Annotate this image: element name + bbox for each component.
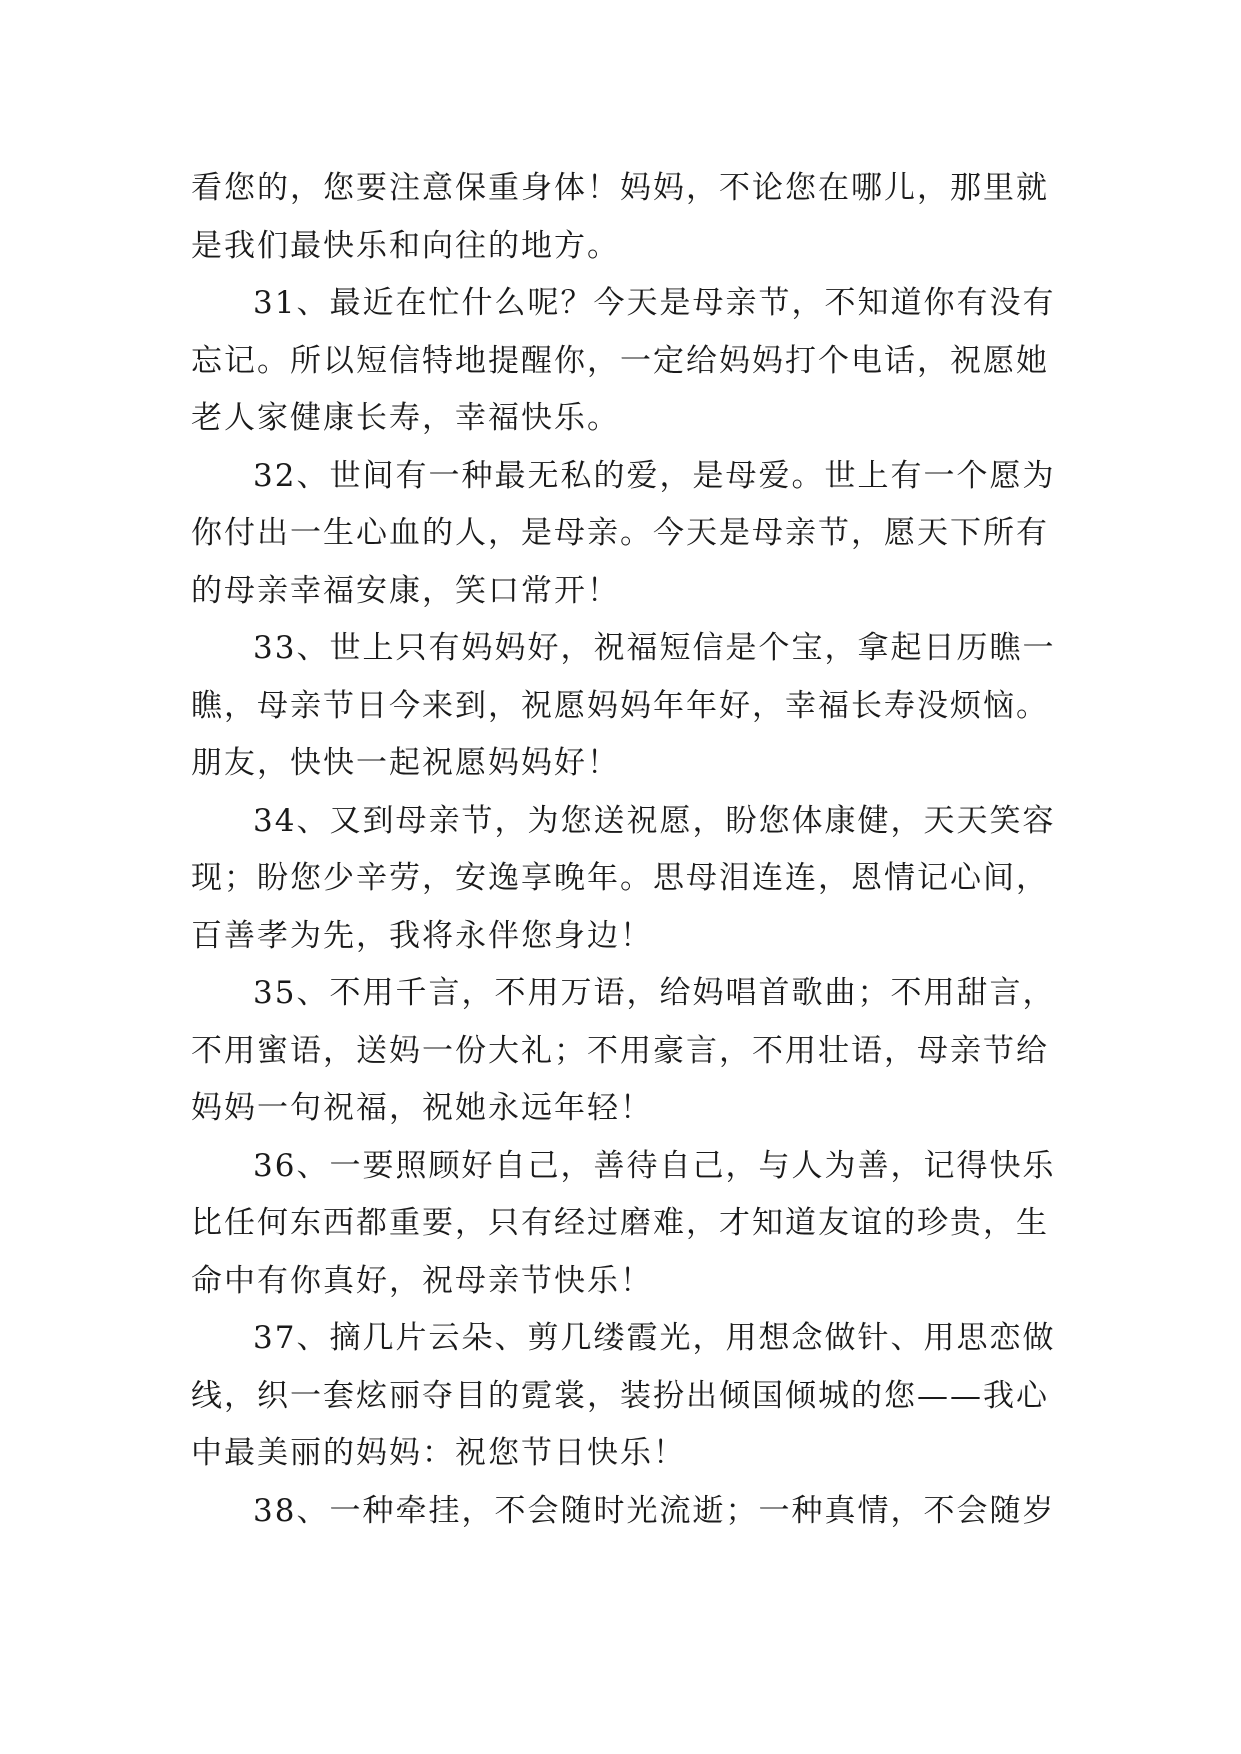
text-line: 比任何东西都重要，只有经过磨难，才知道友谊的珍贵，生 [191, 1205, 1049, 1241]
text-line: 的母亲幸福安康，笑口常开！ [191, 572, 620, 609]
text-line: 百善孝为先，我将永伴您身边！ [191, 917, 653, 954]
text-line: 瞧，母亲节日今来到，祝愿妈妈年年好，幸福长寿没烦恼。 [191, 687, 1049, 724]
text-line: 看您的，您要注意保重身体！妈妈，不论您在哪儿，那里就 [191, 170, 1049, 206]
paragraph-first-line: 34、又到母亲节，为您送祝愿，盼您体康健，天天笑容 [253, 802, 1056, 839]
paragraph-first-line: 38、一种牵挂，不会随时光流逝；一种真情，不会随岁 [253, 1492, 1056, 1529]
text-line: 妈妈一句祝福，祝她永远年轻！ [191, 1090, 653, 1126]
text-line: 是我们最快乐和向往的地方。 [191, 227, 620, 264]
paragraph-first-line: 37、摘几片云朵、剪几缕霞光，用想念做针、用思恋做 [253, 1320, 1056, 1356]
document-body [191, 160, 1066, 1540]
text-line: 命中有你真好，祝母亲节快乐！ [191, 1262, 653, 1299]
paragraph-first-line: 32、世间有一种最无私的爱，是母爱。世上有一个愿为 [253, 457, 1056, 494]
paragraph-first-line: 33、世上只有妈妈好，祝福短信是个宝，拿起日历瞧一 [253, 630, 1056, 666]
text-line: 现；盼您少辛劳，安逸享晚年。思母泪连连，恩情记心间， [191, 860, 1049, 896]
text-line: 老人家健康长寿，幸福快乐。 [191, 400, 620, 436]
paragraph-first-line: 36、一要照顾好自己，善待自己，与人为善，记得快乐 [253, 1147, 1056, 1184]
text-line: 线，织一套炫丽夺目的霓裳，装扮出倾国倾城的您——我心 [191, 1377, 1049, 1414]
paragraph-first-line: 35、不用千言，不用万语，给妈唱首歌曲；不用甜言， [253, 975, 1056, 1011]
text-line: 忘记。所以短信特地提醒你，一定给妈妈打个电话，祝愿她 [191, 342, 1049, 379]
text-line: 不用蜜语，送妈一份大礼；不用豪言，不用壮语，母亲节给 [191, 1032, 1049, 1069]
text-line: 你付出一生心血的人，是母亲。今天是母亲节，愿天下所有 [191, 515, 1049, 551]
text-line: 朋友，快快一起祝愿妈妈好！ [191, 745, 620, 781]
paragraph-first-line: 31、最近在忙什么呢？今天是母亲节，不知道你有没有 [253, 285, 1056, 321]
text-line: 中最美丽的妈妈：祝您节日快乐！ [191, 1435, 686, 1471]
